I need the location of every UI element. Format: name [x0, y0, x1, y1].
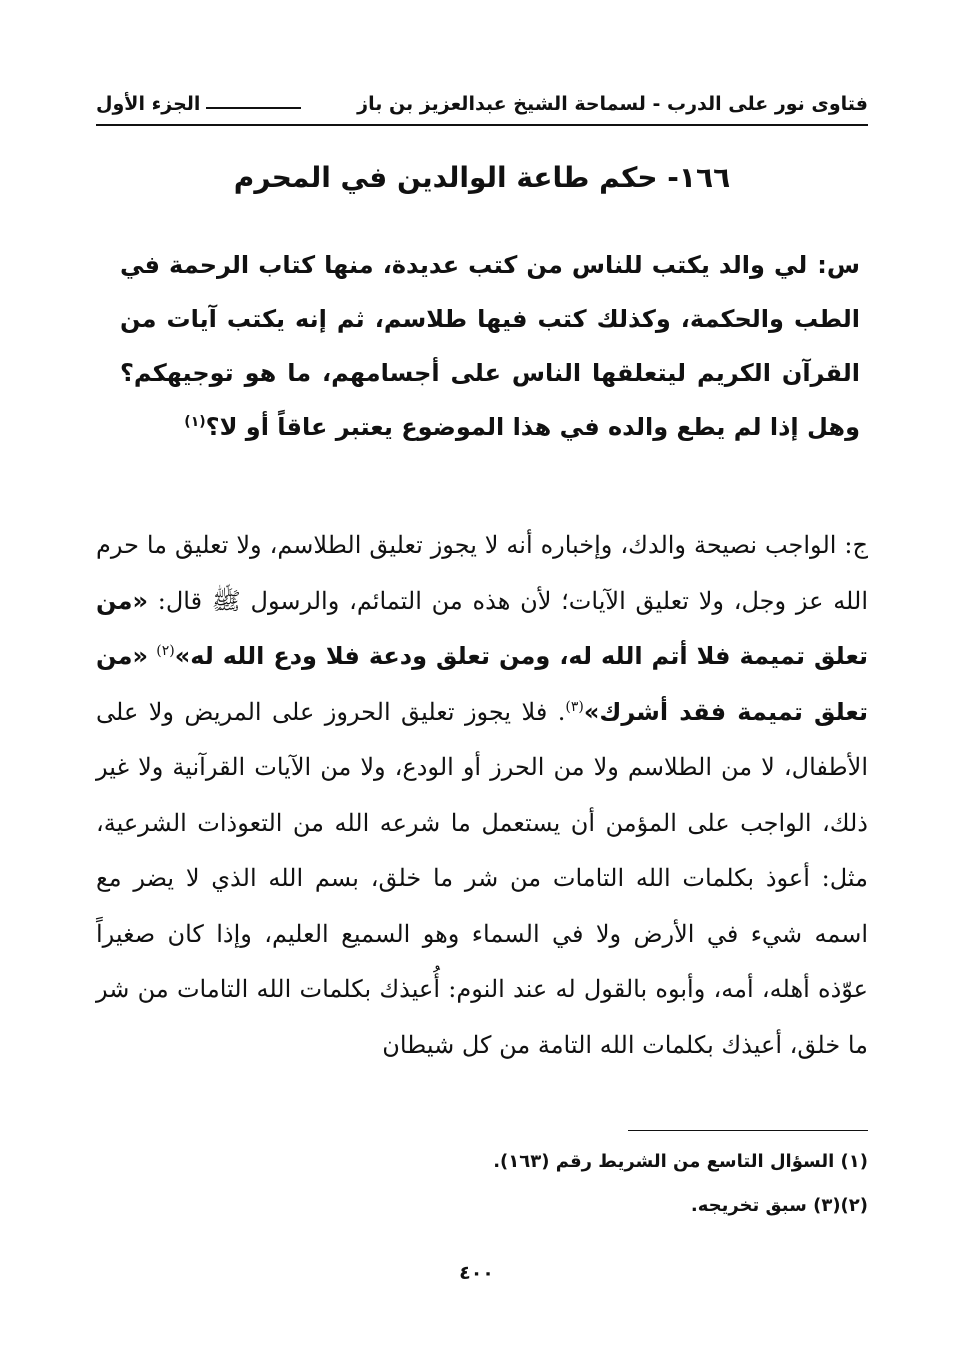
book-title: فتاوى نور على الدرب - لسماحة الشيخ عبدالعزيز بن باز: [357, 93, 868, 115]
answer-block: [96, 518, 868, 1073]
footnote-ref-1: (١): [184, 414, 206, 430]
footnote-ref-3: (٣): [565, 698, 584, 715]
hadith-quote-1: «من تعلق تميمة فلا أتم الله له، ومن تعلق ودعة فلا ودع الله له»: [96, 586, 868, 670]
answer-text-part1: الواجب نصيحة والدك، وإخباره أنه لا يجوز تعليق الطلاسم، ولا تعليق ما حرم الله عز وجل، ولا تعليق الآيات؛ لأن هذه من التمائم، والرسول ﷺ قال:: [96, 531, 868, 615]
answer-label: ج:: [844, 531, 868, 559]
section-title: ١٦٦- حكم طاعة الوالدين في المحرم: [233, 161, 731, 194]
footnote-2: (٢)(٣) سبق تخريجه.: [690, 1195, 868, 1216]
question-text: لي والد يكتب للناس من كتب عديدة، منها كتاب الرحمة في الطب والحكمة، وكذلك كتب فيها طلاسم، ثم إنه يكتب آيات من القرآن الكريم ليتعلقها الناس على أجسامهم، ما هو توجيهكم؟ وهل إذا لم يطع والده في هذا الموضوع يعتبر عاقاً أو لا؟: [120, 251, 860, 441]
header-underline: [96, 124, 868, 126]
question-block: [120, 238, 860, 454]
volume-block: [96, 93, 301, 115]
answer-text-part2: . فلا يجوز تعليق الحروز على المريض ولا على الأطفال، لا من الطلاسم ولا من الحرز أو الودع، ولا من الآيات القرآنية ولا غير ذلك، الواجب على المؤمن أن يستعمل ما شرعه الله من التعوذات الشرعية، مثل: أعوذ بكلمات الله التامات من شر ما خلق، بسم الله الذي لا يضر مع اسمه شيء في الأرض ولا في السماء وهو السميع العليم، وإذا كان صغيراً عوّذه أهله، أمه، وأبوه بالقول له عند النوم: أُعيذك بكلمات الله التامات من شر ما خلق، أعيذك بكلمات الله التامة من كل شيطان: [96, 697, 868, 1059]
header-dash-rule: [206, 107, 301, 109]
hadith-quote-2: «من تعلق تميمة فقد أشرك»: [96, 642, 868, 726]
footnote-1: (١) السؤال التاسع من الشريط رقم (١٦٣).: [493, 1151, 868, 1172]
footnotes: [96, 1140, 868, 1228]
question-label: س:: [817, 251, 860, 279]
footnote-separator: [628, 1130, 868, 1131]
page-number: ٤٠٠: [459, 1262, 494, 1284]
volume-label: الجزء الأول: [96, 93, 201, 115]
running-header: [96, 88, 868, 120]
footnote-ref-2: (٢): [156, 643, 175, 659]
